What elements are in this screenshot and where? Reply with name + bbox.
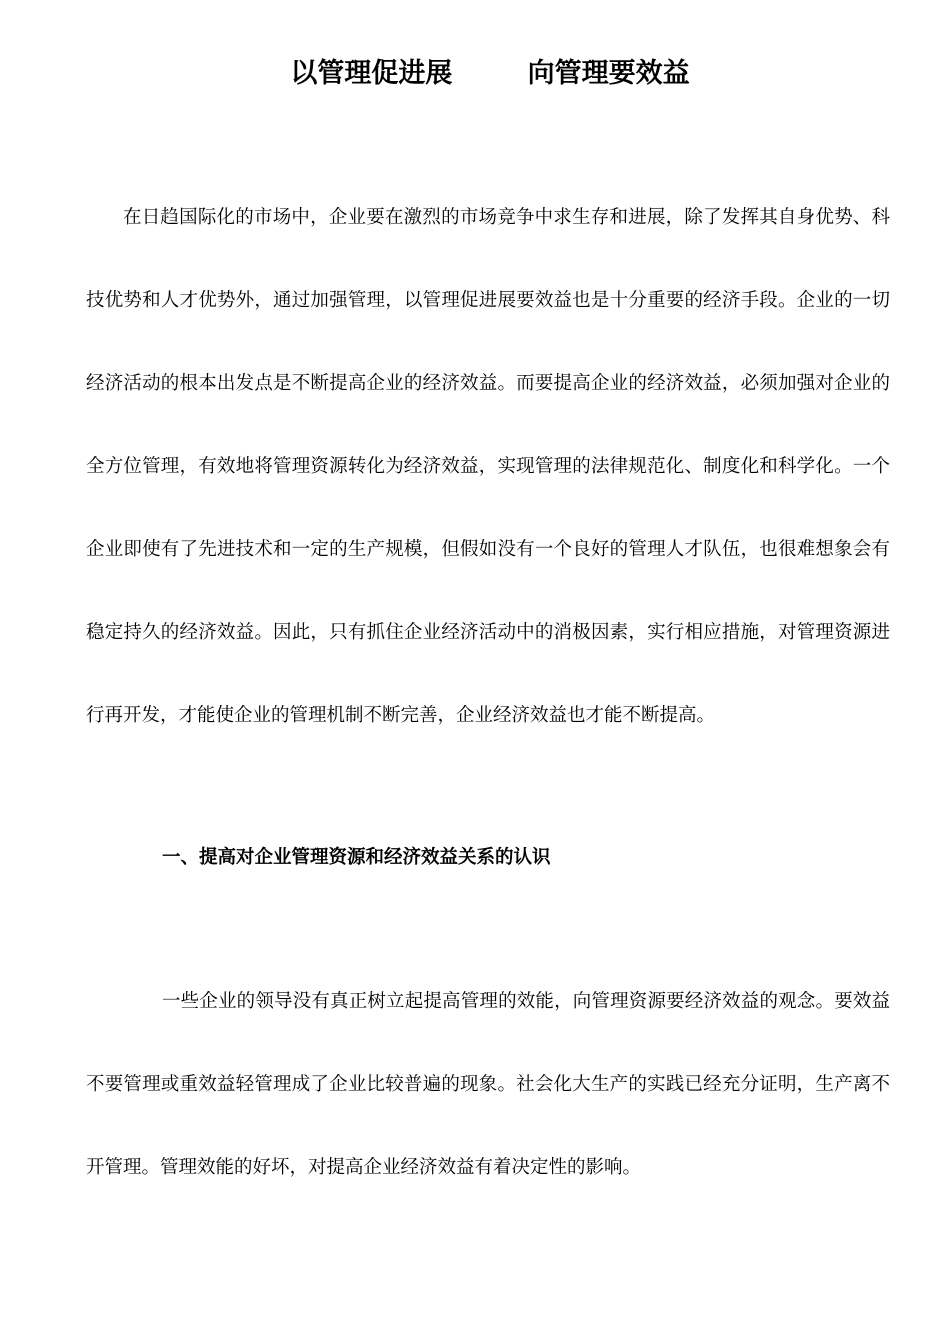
intro-paragraph: 在日趋国际化的市场中，企业要在激烈的市场竞争中求生存和进展，除了发挥其自身优势、科技优势和人才优势外，通过加强管理，以管理促进展要效益也是十分重要的经济手段。企业的一切经济活动的根本出发点是不断提高企业的经济效益。而要提高企业的经济效益，必须加强对企业的全方位管理，有效地将管理资源转化为经济效益，实现管理的法律规范化、制度化和科学化。一个企业即使有了先进技术和一定的生产规模，但假如没有一个良好的管理人才队伍，也很难想象会有稳定持久的经济效益。因此，只有抓住企业经济活动中的消极因素，实行相应措施，对管理资源进行再开发，才能使企业的管理机制不断完善，企业经济效益也才能不断提高。	[86, 207, 890, 726]
document-title: 以管理促进展 向管理要效益	[290, 58, 690, 89]
section-heading: 一、提高对企业管理资源和经济效益关系的认识	[162, 847, 551, 868]
section-paragraph: 一些企业的领导没有真正树立起提高管理的效能，向管理资源要经济效益的观念。要效益不要管理或重效益轻管理成了企业比较普遍的现象。社会化大生产的实践已经充分证明，生产离不开管理。管理效能的好坏，对提高企业经济效益有着决定性的影响。	[86, 991, 890, 1178]
